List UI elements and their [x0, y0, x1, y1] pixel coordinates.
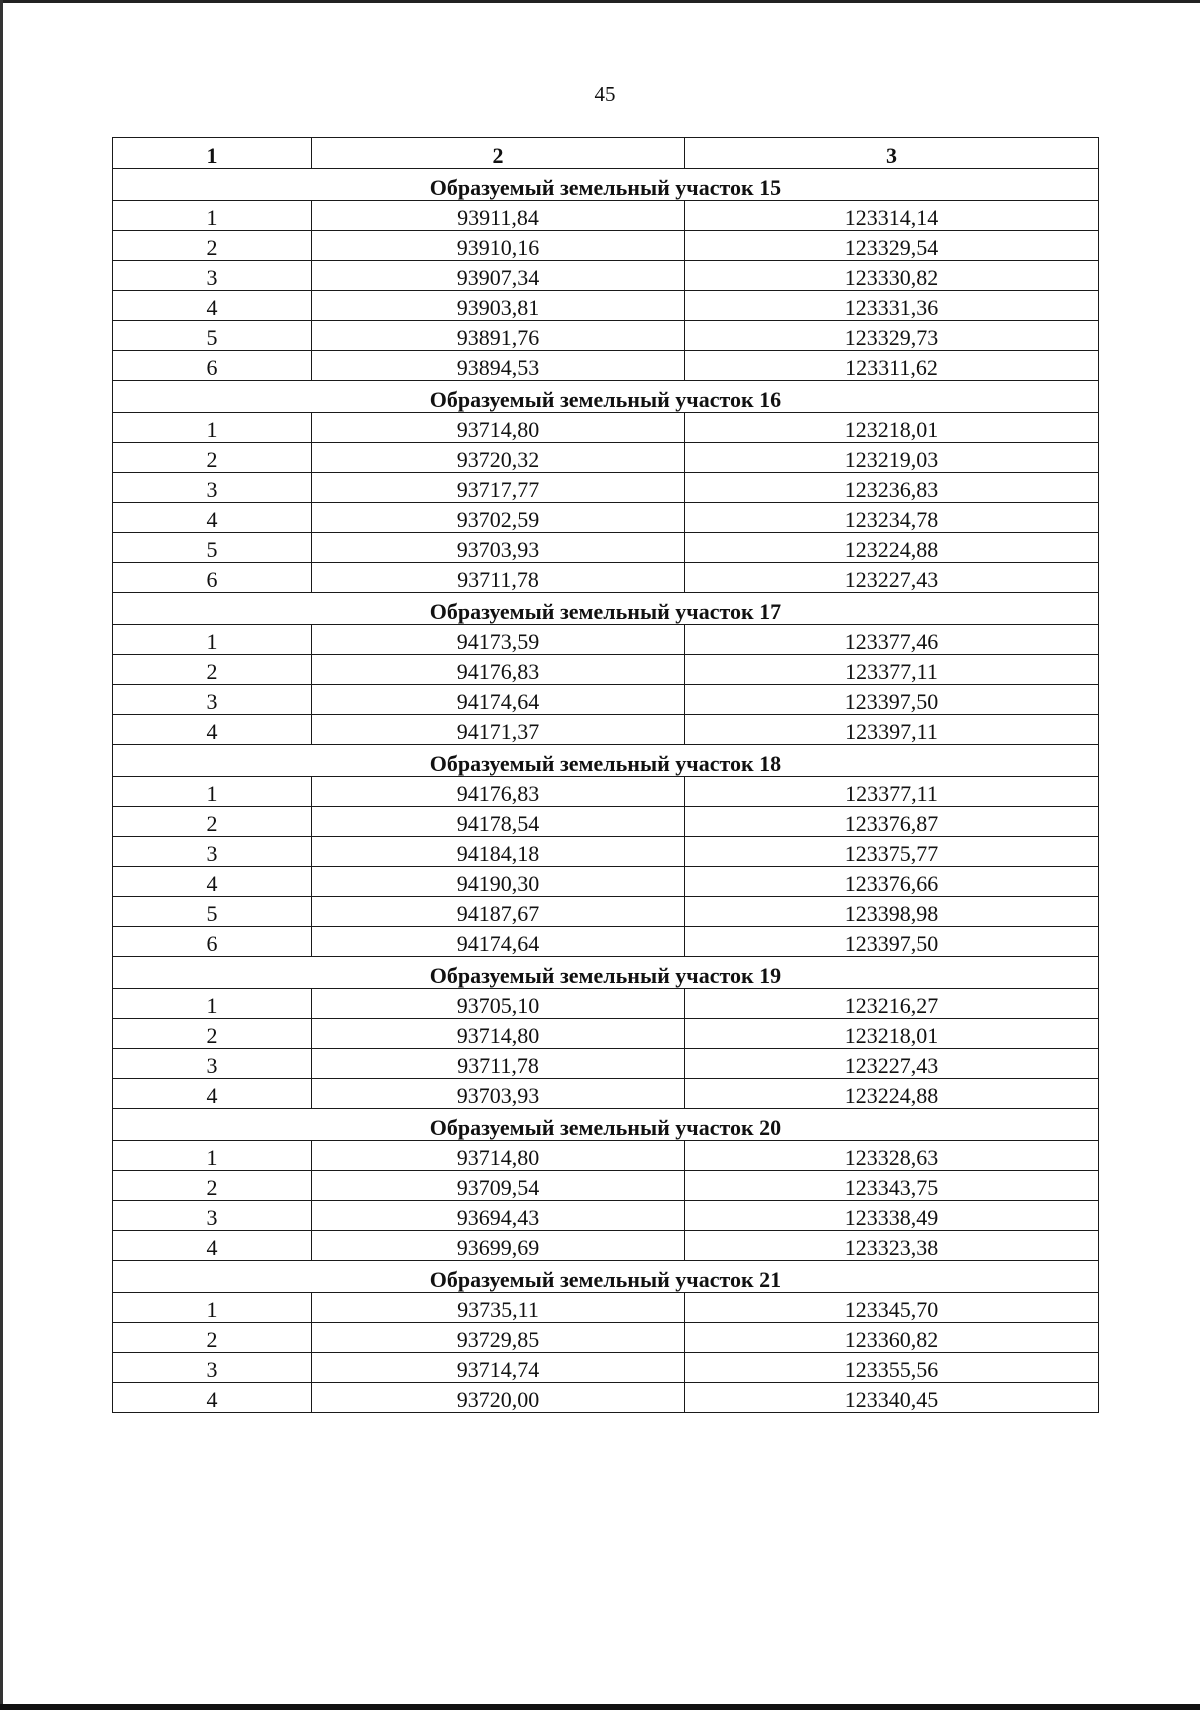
table-row [113, 989, 1099, 1019]
header-cell-2: 2 [312, 138, 685, 169]
coordinate-y-cell: 123329,73 [685, 321, 1099, 351]
table-row [113, 897, 1099, 927]
section-title: Образуемый земельный участок 16 [113, 381, 1099, 413]
point-number-cell: 1 [113, 201, 312, 231]
section-title-row [113, 593, 1099, 625]
coordinate-y-cell: 123375,77 [685, 837, 1099, 867]
coordinate-x-cell: 93891,76 [312, 321, 685, 351]
coordinate-y-cell: 123345,70 [685, 1293, 1099, 1323]
coordinate-y-cell: 123331,36 [685, 291, 1099, 321]
section-title: Образуемый земельный участок 17 [113, 593, 1099, 625]
point-number-cell: 2 [113, 1019, 312, 1049]
coordinate-y-cell: 123377,11 [685, 655, 1099, 685]
point-number-cell: 3 [113, 261, 312, 291]
section-title: Образуемый земельный участок 19 [113, 957, 1099, 989]
coordinate-x-cell: 94178,54 [312, 807, 685, 837]
table-row [113, 201, 1099, 231]
coordinate-y-cell: 123314,14 [685, 201, 1099, 231]
coordinate-x-cell: 94184,18 [312, 837, 685, 867]
coordinate-x-cell: 93709,54 [312, 1171, 685, 1201]
point-number-cell: 1 [113, 1141, 312, 1171]
coordinate-x-cell: 93705,10 [312, 989, 685, 1019]
point-number-cell: 1 [113, 413, 312, 443]
coordinate-y-cell: 123311,62 [685, 351, 1099, 381]
point-number-cell: 1 [113, 625, 312, 655]
coordinate-y-cell: 123340,45 [685, 1383, 1099, 1413]
point-number-cell: 2 [113, 231, 312, 261]
scan-bottom-edge [0, 1704, 1200, 1710]
coordinates-table [112, 137, 1099, 1413]
point-number-cell: 6 [113, 927, 312, 957]
table-row [113, 533, 1099, 563]
table-row [113, 927, 1099, 957]
point-number-cell: 5 [113, 897, 312, 927]
point-number-cell: 4 [113, 715, 312, 745]
point-number-cell: 3 [113, 837, 312, 867]
section-title-row [113, 957, 1099, 989]
table-row [113, 1383, 1099, 1413]
point-number-cell: 2 [113, 655, 312, 685]
coordinate-x-cell: 94190,30 [312, 867, 685, 897]
coordinate-x-cell: 93717,77 [312, 473, 685, 503]
section-title-row [113, 169, 1099, 201]
coordinate-y-cell: 123330,82 [685, 261, 1099, 291]
coordinate-y-cell: 123218,01 [685, 413, 1099, 443]
coordinate-x-cell: 93711,78 [312, 563, 685, 593]
table-row [113, 473, 1099, 503]
coordinate-x-cell: 93702,59 [312, 503, 685, 533]
point-number-cell: 2 [113, 443, 312, 473]
coordinate-x-cell: 93907,34 [312, 261, 685, 291]
point-number-cell: 1 [113, 1293, 312, 1323]
coordinate-x-cell: 94187,67 [312, 897, 685, 927]
table-row [113, 1049, 1099, 1079]
point-number-cell: 3 [113, 1049, 312, 1079]
coordinate-x-cell: 94173,59 [312, 625, 685, 655]
coordinate-x-cell: 94174,64 [312, 685, 685, 715]
coordinate-y-cell: 123236,83 [685, 473, 1099, 503]
point-number-cell: 6 [113, 563, 312, 593]
table-row [113, 1171, 1099, 1201]
coordinate-y-cell: 123328,63 [685, 1141, 1099, 1171]
section-title-row [113, 1109, 1099, 1141]
table-row [113, 777, 1099, 807]
point-number-cell: 4 [113, 1079, 312, 1109]
point-number-cell: 4 [113, 291, 312, 321]
coordinate-x-cell: 93735,11 [312, 1293, 685, 1323]
coordinate-x-cell: 93694,43 [312, 1201, 685, 1231]
coordinate-y-cell: 123224,88 [685, 1079, 1099, 1109]
coordinate-y-cell: 123360,82 [685, 1323, 1099, 1353]
coordinate-y-cell: 123397,50 [685, 927, 1099, 957]
table-row [113, 715, 1099, 745]
table-row [113, 1353, 1099, 1383]
table-row [113, 563, 1099, 593]
coordinate-y-cell: 123397,50 [685, 685, 1099, 715]
section-title: Образуемый земельный участок 15 [113, 169, 1099, 201]
header-cell-3: 3 [685, 138, 1099, 169]
table-row [113, 867, 1099, 897]
coordinate-x-cell: 93714,74 [312, 1353, 685, 1383]
point-number-cell: 5 [113, 321, 312, 351]
table-row [113, 443, 1099, 473]
point-number-cell: 4 [113, 503, 312, 533]
coordinate-y-cell: 123224,88 [685, 533, 1099, 563]
header-row [113, 138, 1099, 169]
table-row [113, 685, 1099, 715]
coordinate-y-cell: 123343,75 [685, 1171, 1099, 1201]
point-number-cell: 3 [113, 473, 312, 503]
coordinate-y-cell: 123227,43 [685, 563, 1099, 593]
coordinate-x-cell: 93699,69 [312, 1231, 685, 1261]
section-title-row [113, 381, 1099, 413]
coordinate-x-cell: 93894,53 [312, 351, 685, 381]
coordinate-x-cell: 93720,00 [312, 1383, 685, 1413]
table-row [113, 261, 1099, 291]
table-row [113, 1323, 1099, 1353]
header-cell-1: 1 [113, 138, 312, 169]
coordinate-x-cell: 93703,93 [312, 533, 685, 563]
coordinate-x-cell: 93911,84 [312, 201, 685, 231]
coordinate-x-cell: 93714,80 [312, 1141, 685, 1171]
section-title-row [113, 745, 1099, 777]
coordinate-y-cell: 123355,56 [685, 1353, 1099, 1383]
table-row [113, 655, 1099, 685]
coordinate-y-cell: 123227,43 [685, 1049, 1099, 1079]
point-number-cell: 2 [113, 1323, 312, 1353]
coordinate-y-cell: 123398,98 [685, 897, 1099, 927]
coordinate-x-cell: 93903,81 [312, 291, 685, 321]
coordinate-y-cell: 123219,03 [685, 443, 1099, 473]
coordinate-y-cell: 123376,66 [685, 867, 1099, 897]
coordinate-x-cell: 93714,80 [312, 413, 685, 443]
table-row [113, 321, 1099, 351]
coordinate-x-cell: 93703,93 [312, 1079, 685, 1109]
point-number-cell: 4 [113, 1231, 312, 1261]
table-row [113, 1293, 1099, 1323]
table-row [113, 1141, 1099, 1171]
coordinate-y-cell: 123329,54 [685, 231, 1099, 261]
point-number-cell: 2 [113, 807, 312, 837]
coordinate-y-cell: 123377,11 [685, 777, 1099, 807]
point-number-cell: 2 [113, 1171, 312, 1201]
point-number-cell: 6 [113, 351, 312, 381]
table-row [113, 351, 1099, 381]
table-row [113, 1231, 1099, 1261]
section-title: Образуемый земельный участок 20 [113, 1109, 1099, 1141]
coordinate-x-cell: 93714,80 [312, 1019, 685, 1049]
coordinate-x-cell: 94171,37 [312, 715, 685, 745]
table-row [113, 625, 1099, 655]
section-title-row [113, 1261, 1099, 1293]
point-number-cell: 1 [113, 989, 312, 1019]
point-number-cell: 4 [113, 1383, 312, 1413]
table-row [113, 1079, 1099, 1109]
coordinate-x-cell: 94176,83 [312, 655, 685, 685]
point-number-cell: 3 [113, 1353, 312, 1383]
table-row [113, 413, 1099, 443]
point-number-cell: 4 [113, 867, 312, 897]
page-number: 45 [594, 82, 616, 106]
point-number-cell: 5 [113, 533, 312, 563]
scan-left-edge [0, 0, 3, 1710]
point-number-cell: 1 [113, 777, 312, 807]
table-row [113, 837, 1099, 867]
coordinate-y-cell: 123218,01 [685, 1019, 1099, 1049]
table-row [113, 807, 1099, 837]
coordinate-x-cell: 94174,64 [312, 927, 685, 957]
coordinate-y-cell: 123397,11 [685, 715, 1099, 745]
point-number-cell: 3 [113, 1201, 312, 1231]
coordinate-y-cell: 123323,38 [685, 1231, 1099, 1261]
table-row [113, 503, 1099, 533]
table-row [113, 231, 1099, 261]
table-row [113, 1019, 1099, 1049]
coordinate-x-cell: 94176,83 [312, 777, 685, 807]
section-title: Образуемый земельный участок 21 [113, 1261, 1099, 1293]
coordinate-x-cell: 93910,16 [312, 231, 685, 261]
point-number-cell: 3 [113, 685, 312, 715]
coordinates-table-body [113, 138, 1099, 1413]
scan-top-edge [0, 0, 1200, 3]
table-row [113, 1201, 1099, 1231]
section-title: Образуемый земельный участок 18 [113, 745, 1099, 777]
coordinate-y-cell: 123377,46 [685, 625, 1099, 655]
coordinate-y-cell: 123338,49 [685, 1201, 1099, 1231]
coordinate-y-cell: 123216,27 [685, 989, 1099, 1019]
coordinate-x-cell: 93729,85 [312, 1323, 685, 1353]
coordinate-x-cell: 93720,32 [312, 443, 685, 473]
coordinate-x-cell: 93711,78 [312, 1049, 685, 1079]
coordinate-y-cell: 123376,87 [685, 807, 1099, 837]
table-row [113, 291, 1099, 321]
coordinate-y-cell: 123234,78 [685, 503, 1099, 533]
